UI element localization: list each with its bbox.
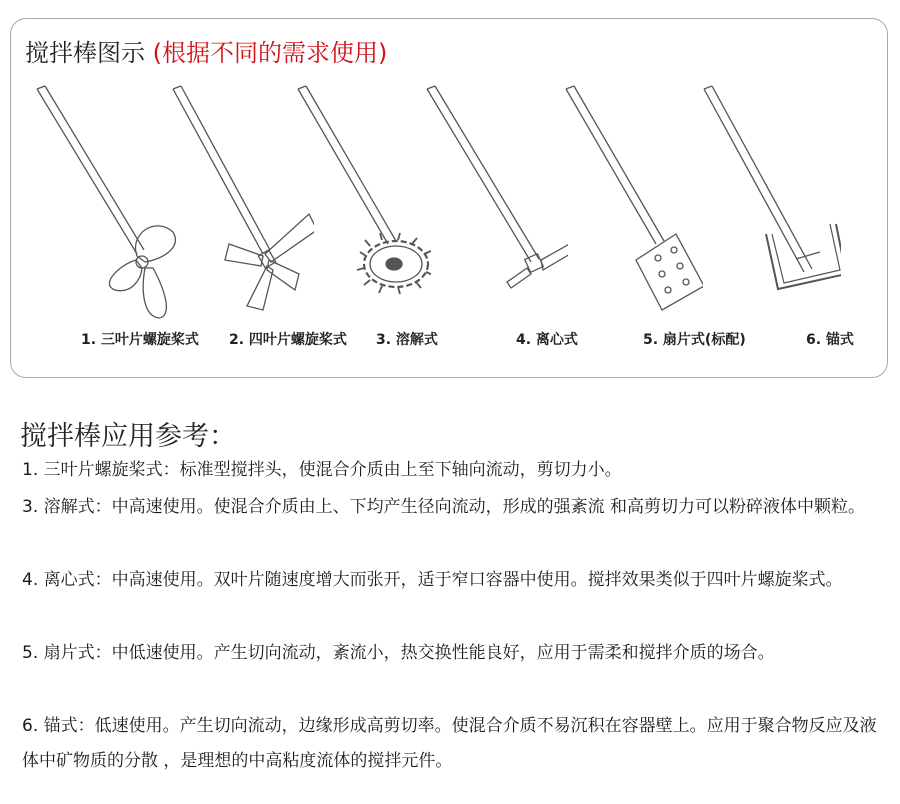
panel-title-prefix: 搅拌棒图示 xyxy=(25,39,145,67)
reference-item-3: 4. 离心式：中高速使用。双叶片随速度增大而张开，适于窄口容器中使用。搅拌效果类似于四叶片螺旋桨式。 xyxy=(22,570,843,590)
tool-caption-6: 6. 锚式 xyxy=(806,332,854,348)
tool-caption-3: 3. 溶解式 xyxy=(376,332,438,348)
reference-item-4: 5. 扇片式：中低速使用。产生切向流动，紊流小，热交换性能良好，应用于需柔和搅拌介质的场合。 xyxy=(22,643,775,663)
reference-title: 搅拌棒应用参考： xyxy=(20,421,236,452)
tool-caption-2: 2. 四叶片螺旋桨式 xyxy=(229,332,347,348)
three-blade-propeller-icon xyxy=(33,84,178,329)
tool-caption-5: 5. 扇片式(标配) xyxy=(643,332,746,348)
dissolver-disc-icon xyxy=(286,84,431,329)
stirrer-illustration-panel xyxy=(10,18,888,378)
fan-paddle-icon xyxy=(558,84,703,329)
reference-item-5: 6. 锚式：低速使用。产生切向流动，边缘形成高剪切率。使混合介质不易沉积在容器壁上。应用于聚合物反应及液 体中矿物质的分散 ，是理想的中高粘度流体的搅拌元件。 xyxy=(22,716,877,771)
centrifugal-blade-icon xyxy=(423,84,568,329)
panel-title xyxy=(25,33,387,68)
anchor-icon xyxy=(696,84,841,329)
reference-item-1: 1. 三叶片螺旋桨式：标准型搅拌头，使混合介质由上至下轴向流动，剪切力小。 xyxy=(22,460,622,480)
tool-caption-4: 4. 离心式 xyxy=(516,332,578,348)
reference-item-2: 3. 溶解式：中高速使用。使混合介质由上、下均产生径向流动，形成的强紊流 和高剪切力可以粉碎液体中颗粒。 xyxy=(22,497,866,517)
panel-title-highlight: (根据不同的需求使用) xyxy=(152,39,388,67)
tool-caption-1: 1. 三叶片螺旋桨式 xyxy=(81,332,199,348)
